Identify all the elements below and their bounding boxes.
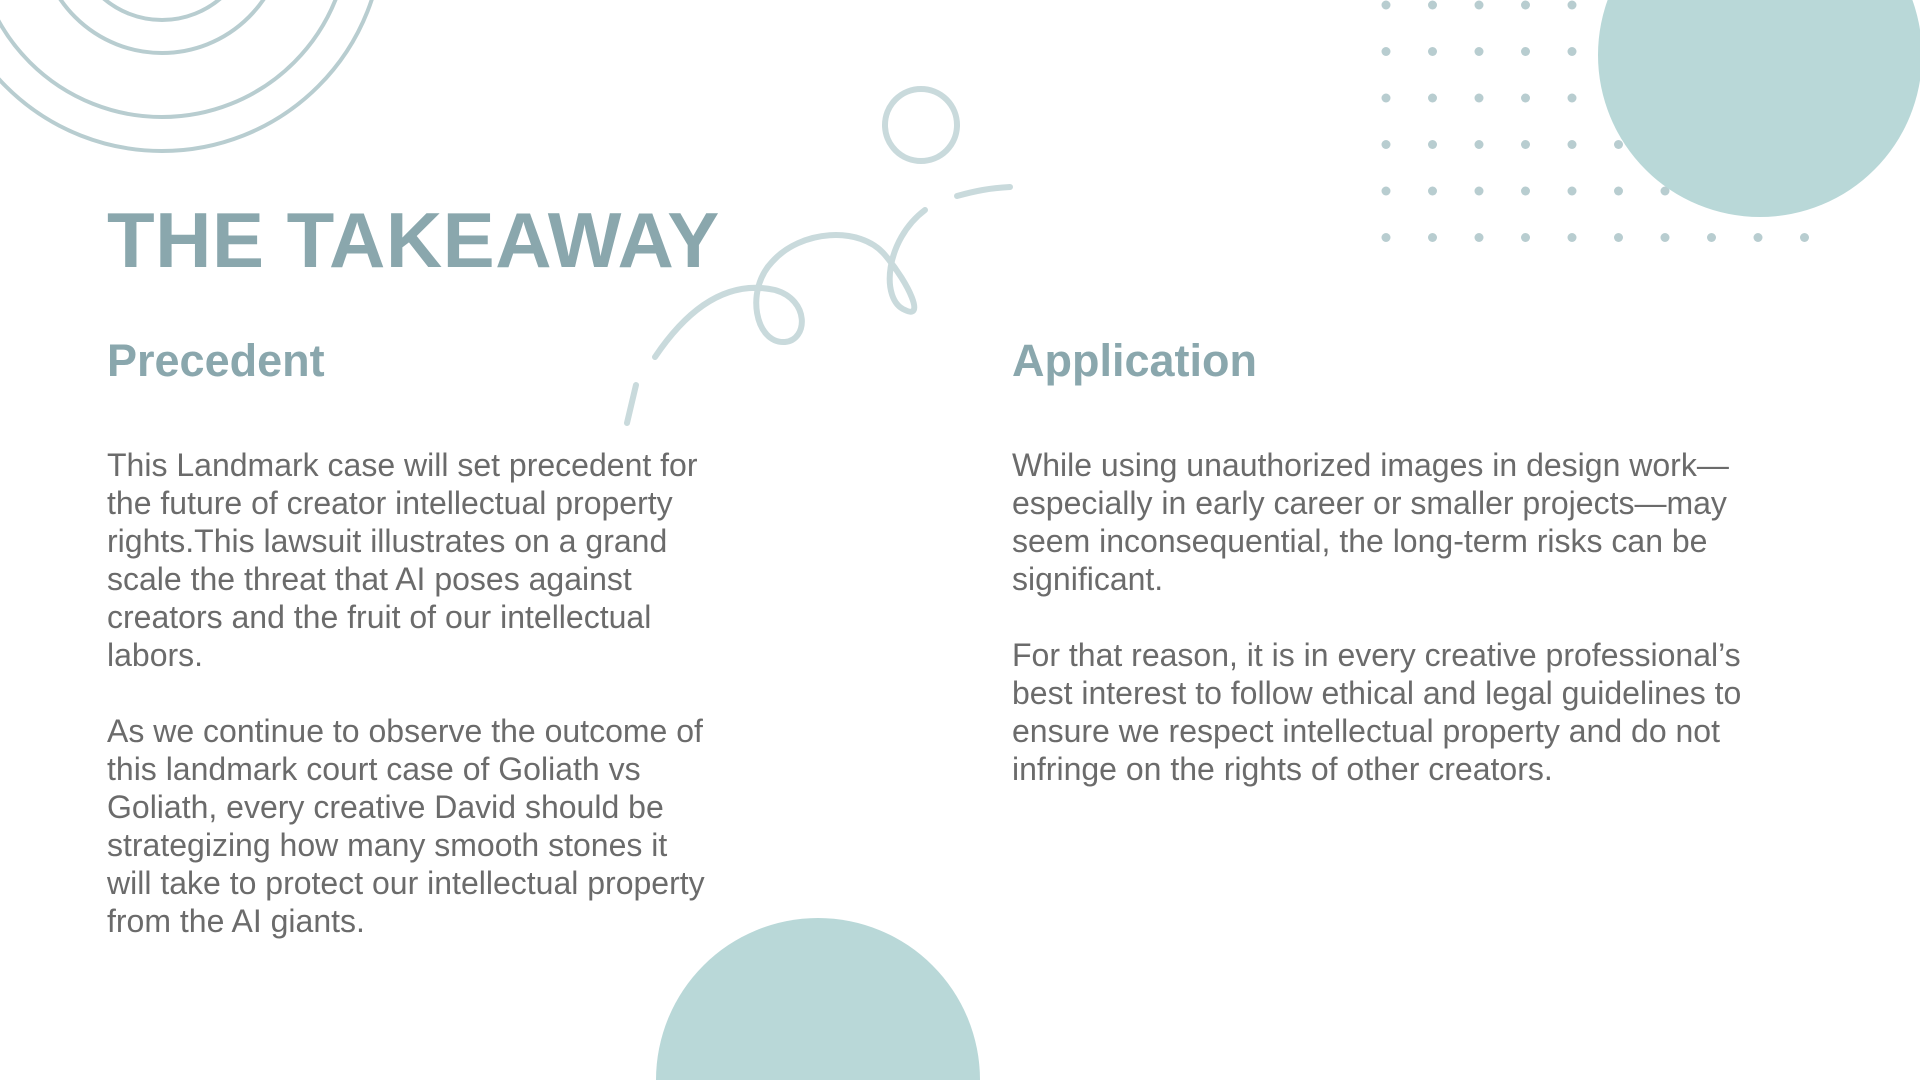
grid-dot — [1521, 233, 1530, 242]
grid-dot — [1754, 140, 1763, 149]
grid-dot — [1754, 1, 1763, 10]
grid-dot — [1707, 233, 1716, 242]
concentric-arcs-decoration — [0, 0, 383, 151]
grid-dot — [1428, 47, 1437, 56]
precedent-paragraph-1: This Landmark case will set precedent for the future of creator intellectual property rights.This lawsuit illustrates on a grand scale the threat that AI poses against creators and the fruit of our intellectual labors. — [107, 447, 698, 673]
grid-dot — [1521, 1, 1530, 10]
grid-dot — [1568, 233, 1577, 242]
grid-dot — [1521, 187, 1530, 196]
grid-dot — [1754, 47, 1763, 56]
grid-dot — [1382, 1, 1391, 10]
slide-title: THE TAKEAWAY — [107, 196, 720, 284]
grid-dot — [1475, 140, 1484, 149]
grid-dot — [1428, 140, 1437, 149]
grid-dot — [1614, 1, 1623, 10]
grid-dot — [1661, 140, 1670, 149]
grid-dot — [1568, 187, 1577, 196]
grid-dot — [1521, 140, 1530, 149]
top-right-circle-decoration — [1598, 0, 1920, 217]
grid-dot — [1707, 47, 1716, 56]
grid-dot — [1382, 47, 1391, 56]
grid-dot — [1475, 1, 1484, 10]
grid-dot — [1428, 94, 1437, 103]
grid-dot — [1475, 47, 1484, 56]
grid-dot — [1707, 140, 1716, 149]
grid-dot — [1614, 187, 1623, 196]
grid-dot — [1521, 94, 1530, 103]
grid-dot — [1382, 233, 1391, 242]
grid-dot — [1428, 233, 1437, 242]
grid-dot — [1754, 187, 1763, 196]
grid-dot — [1661, 187, 1670, 196]
grid-dot — [1707, 94, 1716, 103]
grid-dot — [1661, 233, 1670, 242]
application-heading: Application — [1012, 335, 1257, 386]
grid-dot — [1382, 140, 1391, 149]
grid-dot — [1614, 140, 1623, 149]
grid-dot — [1568, 47, 1577, 56]
grid-dot — [1754, 233, 1763, 242]
application-paragraph-1: While using unauthorized images in design work—especially in early career or smaller projects—may seem inconsequential, the long-term risks can be significant. — [1012, 447, 1729, 597]
grid-dot — [1614, 233, 1623, 242]
application-paragraph-2: For that reason, it is in every creative professional’s best interest to follow ethical and legal guidelines to ensure we respect intellectual property and do not infringe on the rights of other creators. — [1012, 637, 1742, 787]
grid-dot — [1475, 233, 1484, 242]
grid-dot — [1707, 187, 1716, 196]
grid-dot — [1661, 47, 1670, 56]
grid-dot — [1800, 140, 1809, 149]
precedent-heading: Precedent — [107, 335, 325, 386]
application-column — [1012, 330, 1792, 788]
grid-dot — [1568, 1, 1577, 10]
grid-dot — [1707, 1, 1716, 10]
grid-dot — [1754, 94, 1763, 103]
grid-dot — [1568, 94, 1577, 103]
grid-dot — [1428, 187, 1437, 196]
grid-dot — [1800, 187, 1809, 196]
grid-dot — [1614, 47, 1623, 56]
precedent-paragraph-2: As we continue to observe the outcome of this landmark court case of Goliath vs Goliath, every creative David should be strategizing how many smooth stones it will take to protect our intellectual property from the AI giants. — [107, 713, 705, 939]
precedent-column — [107, 330, 717, 940]
bottom-half-circle-decoration — [656, 918, 980, 1080]
grid-dot — [1475, 94, 1484, 103]
grid-dot — [1475, 187, 1484, 196]
grid-dot — [1800, 233, 1809, 242]
grid-dot — [1521, 47, 1530, 56]
grid-dot — [1614, 94, 1623, 103]
grid-dot — [1382, 94, 1391, 103]
grid-dot — [1800, 1, 1809, 10]
grid-dot — [1568, 140, 1577, 149]
grid-dot — [1800, 47, 1809, 56]
dot-grid-decoration — [1382, 1, 1810, 243]
grid-dot — [1661, 1, 1670, 10]
grid-dot — [1382, 187, 1391, 196]
grid-dot — [1428, 1, 1437, 10]
grid-dot — [1800, 94, 1809, 103]
grid-dot — [1661, 94, 1670, 103]
